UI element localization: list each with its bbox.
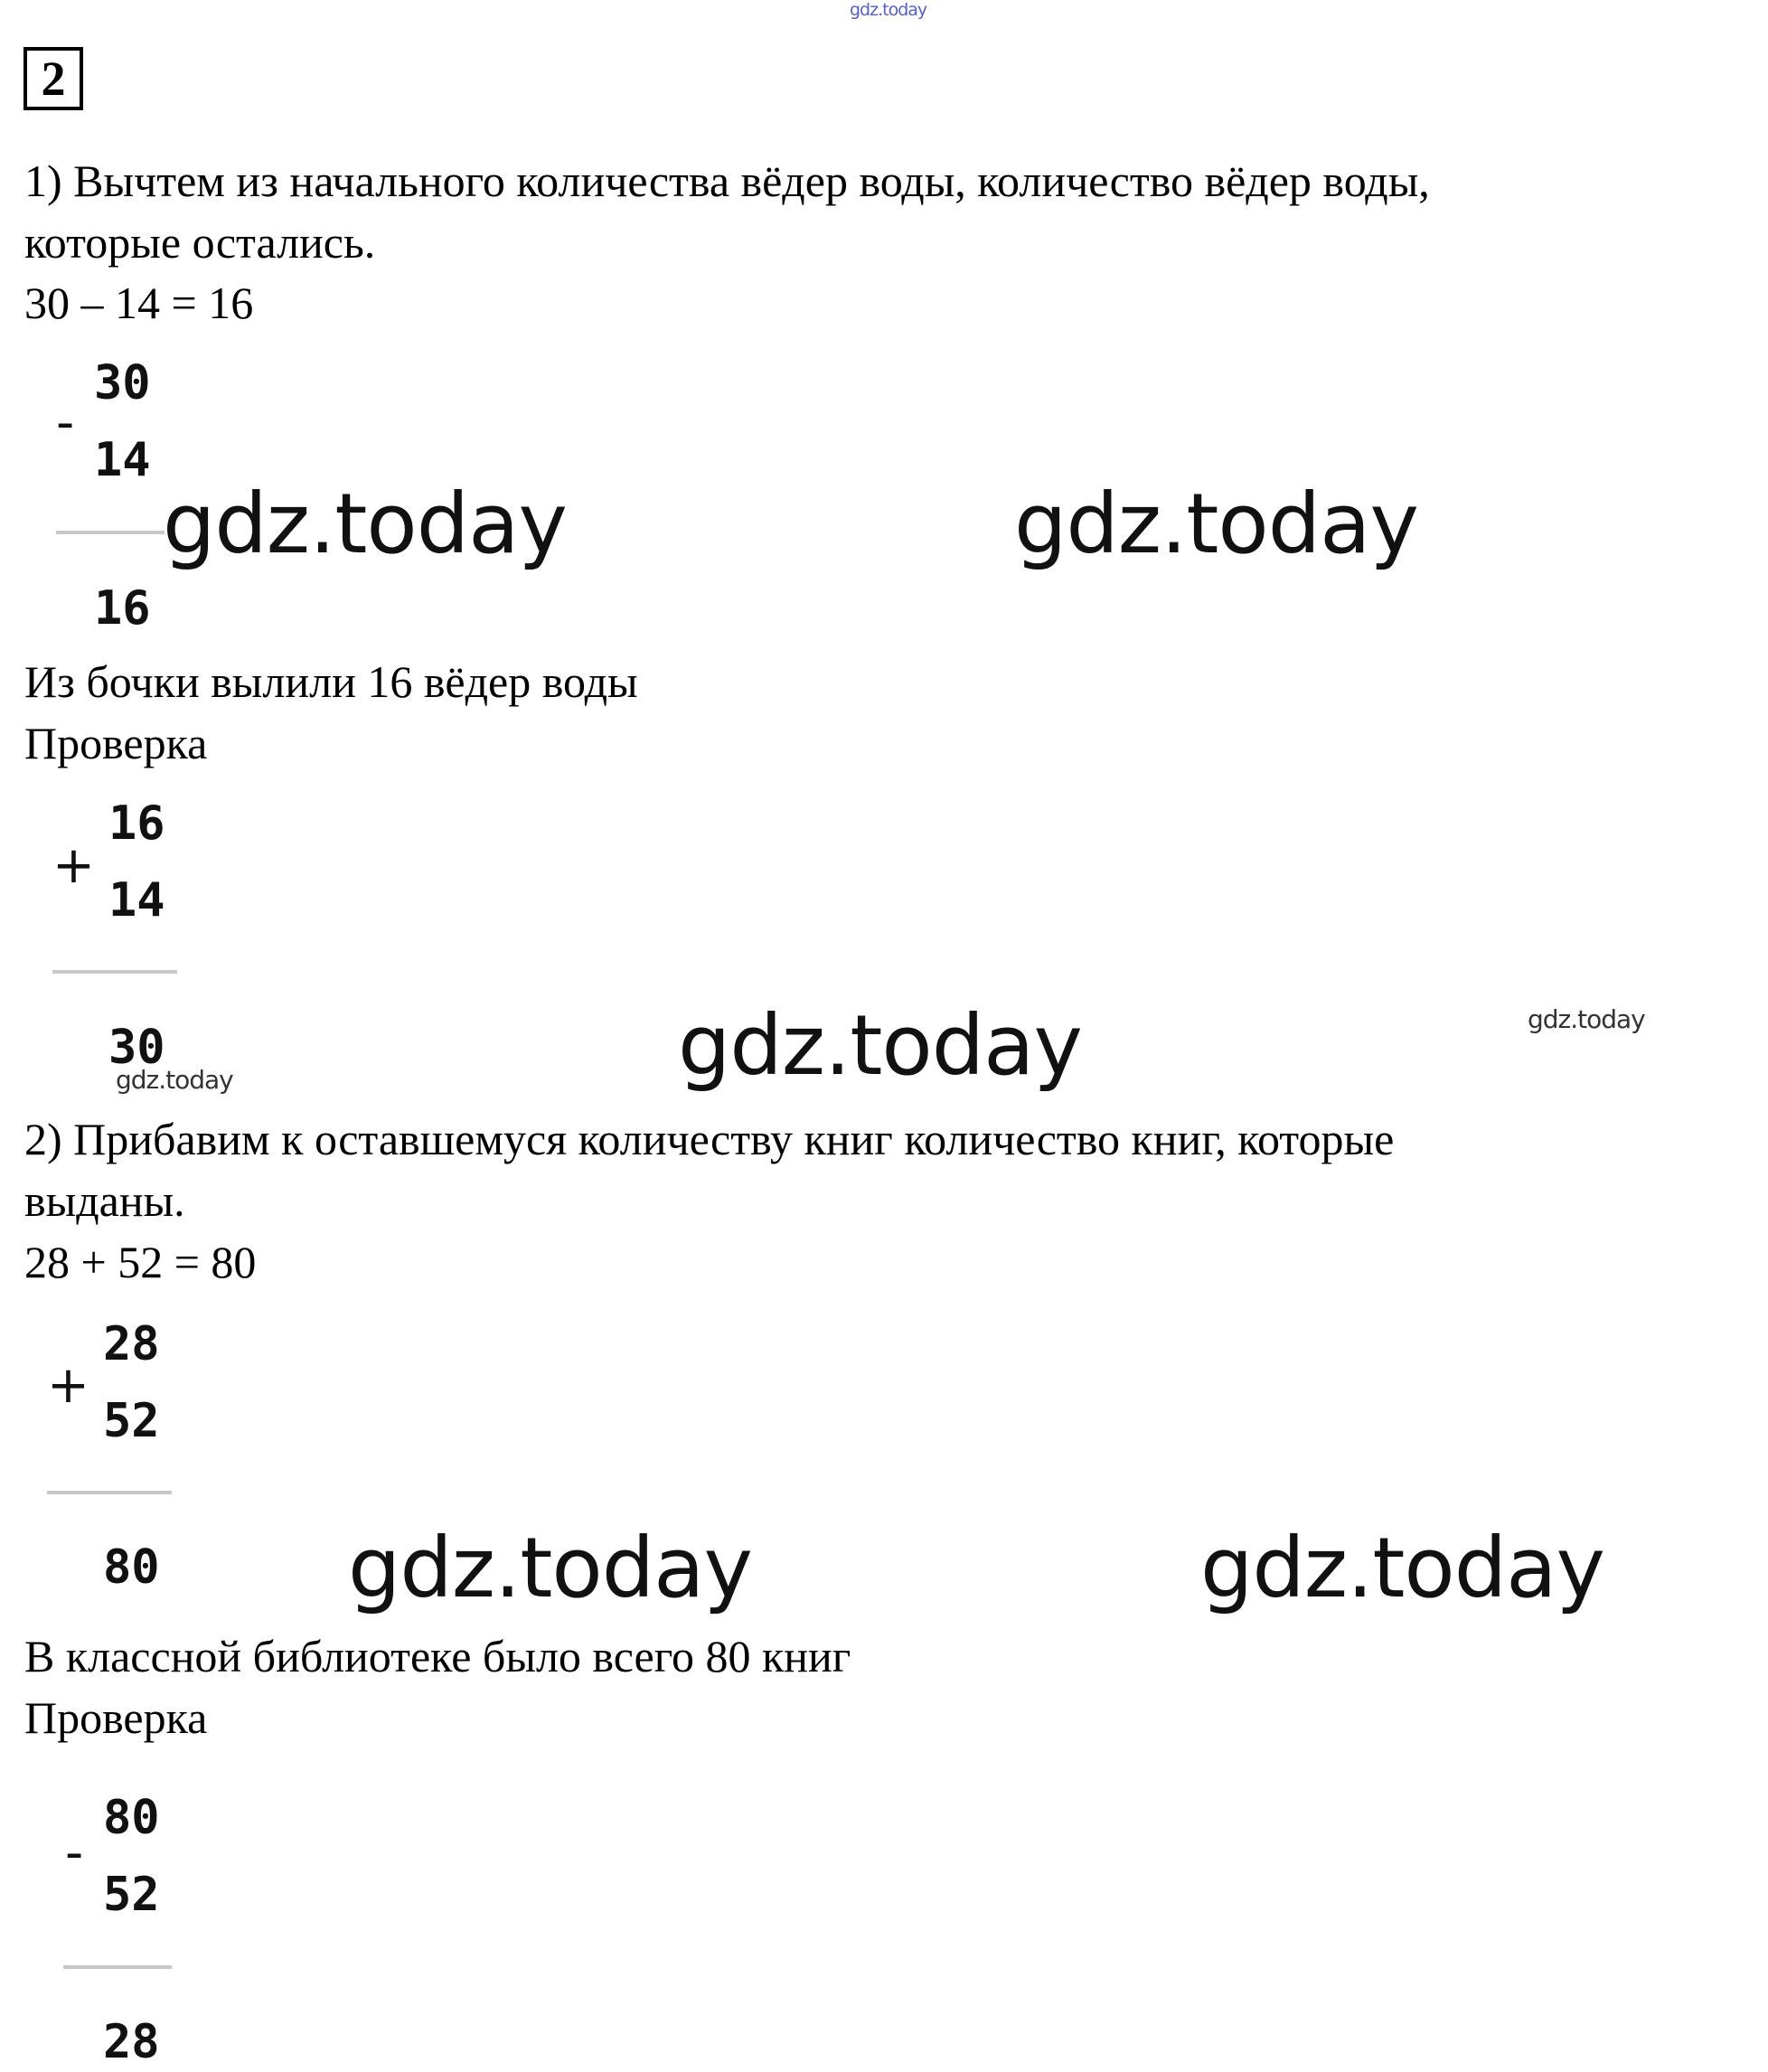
part1-column-line <box>56 531 165 534</box>
task-number-box: 2 <box>24 47 83 110</box>
part2-check-bottom: 52 <box>103 1868 160 1922</box>
part2-column-result: 80 <box>103 1540 160 1595</box>
part1-column-result: 16 <box>94 581 151 636</box>
part1-check-sign: + <box>52 836 95 895</box>
part1-column-bottom: 14 <box>94 433 151 487</box>
part1-intro-line1: 1) Вычтем из начального количества вёдер воды, количество вёдер воды, <box>24 155 1430 206</box>
watermark-small-2: gdz.today <box>1528 1004 1645 1034</box>
part1-answer: Из бочки вылили 16 вёдер воды <box>24 656 638 707</box>
part1-check-line <box>52 970 177 974</box>
part1-column-top: 30 <box>94 356 151 410</box>
part1-check-result: 30 <box>108 1021 165 1075</box>
part1-check-label: Проверка <box>24 718 208 768</box>
part2-equation: 28 + 52 = 80 <box>24 1237 257 1287</box>
part2-answer: В классной библиотеке было всего 80 книг <box>24 1631 851 1681</box>
watermark-small-1: gdz.today <box>116 1065 233 1095</box>
part1-check-top: 16 <box>108 796 165 851</box>
watermark-big-1: gdz.today <box>163 476 567 572</box>
part2-check-top: 80 <box>103 1791 160 1845</box>
watermark-big-3: gdz.today <box>678 997 1082 1094</box>
part2-column-bottom: 52 <box>103 1394 160 1448</box>
part1-column-sign: - <box>56 393 75 452</box>
part2-intro-line2: выданы. <box>24 1175 185 1226</box>
part2-check-label: Проверка <box>24 1692 208 1743</box>
watermark-top: gdz.today <box>850 0 927 20</box>
part2-column-sign: + <box>47 1356 89 1415</box>
watermark-big-5: gdz.today <box>1200 1520 1604 1616</box>
part2-intro-line1: 2) Прибавим к оставшемуся количеству книг количество книг, которые <box>24 1114 1395 1164</box>
part1-intro-line2: которые остались. <box>24 217 376 268</box>
part2-check-line <box>63 1965 172 1969</box>
watermark-big-2: gdz.today <box>1014 476 1418 572</box>
part2-check-sign: - <box>65 1823 84 1882</box>
watermark-big-4: gdz.today <box>348 1520 752 1616</box>
part1-check-bottom: 14 <box>108 873 165 928</box>
part2-check-result: 28 <box>103 2015 160 2069</box>
part1-equation: 30 – 14 = 16 <box>24 278 254 328</box>
part2-column-top: 28 <box>103 1317 160 1371</box>
part2-column-line <box>47 1491 172 1494</box>
